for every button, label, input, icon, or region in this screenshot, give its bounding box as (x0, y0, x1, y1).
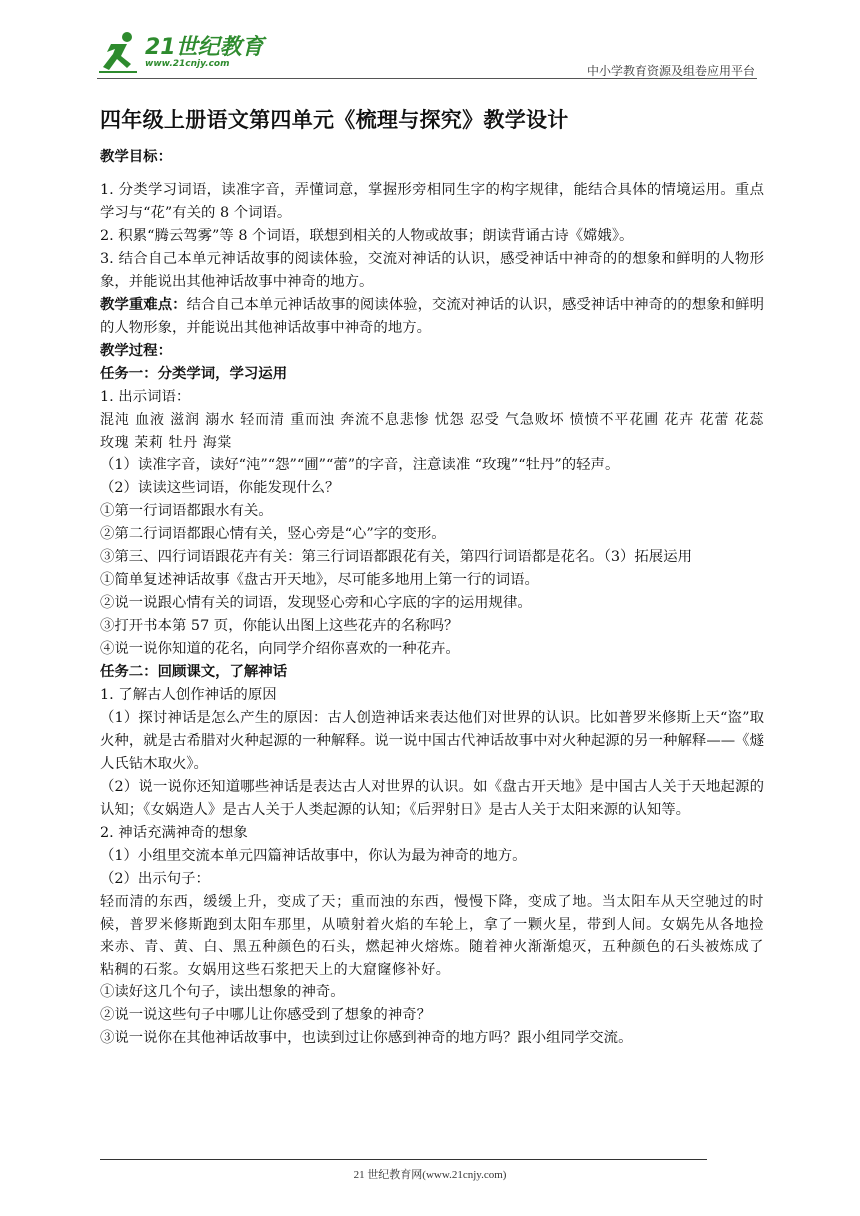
header-divider (97, 78, 757, 79)
goals-heading: 教学目标： (100, 149, 172, 165)
key-points-text: 结合自己本单元神话故事的阅读体验，交流对神话的认识，感受神话中神奇的的想象和鲜明的人物形象，并能说出其他神话故事中神奇的地方。 (100, 297, 764, 336)
page-footer[interactable]: 21 世纪教育网(www.21cnjy.com) (353, 1169, 507, 1181)
document-body (100, 104, 764, 1050)
logo-url: www.21cnjy.com (145, 59, 230, 69)
spacer (100, 169, 764, 179)
key-points (100, 294, 764, 340)
runner-icon (97, 30, 143, 76)
platform-name: 中小学教育资源及组卷应用平台 (586, 64, 755, 78)
task-line: （1）小组里交流本单元四篇神话故事中，你认为最为神奇的地方。 (100, 848, 527, 864)
task-heading: 任务二：回顾课文，了解神话 (100, 664, 288, 680)
task-line: （1）探讨神话是怎么产生的原因：古人创造神话来表达他们对世界的认识。比如普罗米修斯上天“盗”取火种，就是古希腊对火种起源的一种解释。说一说中国古代神话故事中对火种起源的另一种解释——《燧人氏钻木取火》。 (100, 710, 764, 772)
footer-divider (100, 1159, 707, 1160)
site-logo[interactable] (97, 28, 267, 76)
logo-text: 21世纪教育 (145, 35, 264, 60)
word-list: 混沌 血液 滋润 溺水 轻而清 重而浊 奔流不息悲惨 忧怨 忍受 气急败坏 愤愤不平花圃 花卉 花蕾 花蕊玫瑰 茉莉 牡丹 海棠 (100, 412, 764, 451)
page-header (97, 28, 757, 78)
task-line: ②说一说跟心情有关的词语，发现竖心旁和心字底的字的运用规律。 (100, 595, 532, 611)
task-line: ①读好这几个句子，读出想象的神奇。 (100, 984, 345, 1000)
task-line: ③打开书本第 57 页，你能认出图上这些花卉的名称吗？ (100, 618, 459, 634)
task-line: ③说一说你在其他神话故事中，也读到过让你感到神奇的地方吗？跟小组同学交流。 (100, 1030, 633, 1046)
task-line: 1. 出示词语： (100, 389, 191, 405)
task-line: ①简单复述神话故事《盘古开天地》，尽可能多地用上第一行的词语。 (100, 572, 539, 588)
document-title: 四年级上册语文第四单元《梳理与探究》教学设计 (100, 108, 569, 132)
task-line: ④说一说你知道的花名，向同学介绍你喜欢的一种花卉。 (100, 641, 460, 657)
goal-item: 2. 积累“腾云驾雾”等 8 个词语，联想到相关的人物或故事；朗读背诵古诗《嫦娥》。 (100, 228, 634, 244)
task-line: （2）出示句子： (100, 871, 210, 887)
task-line: （2）说一说你还知道哪些神话是表达古人对世界的认识。如《盘古开天地》是中国古人关于天地起源的认知；《女娲造人》是古人关于人类起源的认知；《后羿射日》是古人关于太阳来源的认知等。 (100, 779, 764, 818)
task-line: ①第一行词语都跟水有关。 (100, 503, 273, 519)
key-points-label: 教学重难点： (100, 297, 187, 313)
task-line: （1）读准字音，读好“沌”“怨”“圃”“蕾”的字音，注意读准 “玫瑰”“牡丹”的轻声。 (100, 457, 620, 473)
process-heading: 教学过程： (100, 343, 172, 359)
goal-item: 3. 结合自己本单元神话故事的阅读体验，交流对神话的认识，感受神话中神奇的的想象和鲜明的人物形象，并能说出其他神话故事中神奇的地方。 (100, 251, 764, 290)
task-line: ②第二行词语都跟心情有关，竖心旁是“心”字的变形。 (100, 526, 446, 542)
task-line: ③第三、四行词语跟花卉有关：第三行词语都跟花有关，第四行词语都是花名。（3）拓展运用 (100, 549, 692, 565)
task-line: 1. 了解古人创作神话的原因 (100, 687, 277, 703)
task-line: ②说一说这些句子中哪儿让你感受到了想象的神奇？ (100, 1007, 431, 1023)
task-line: 2. 神话充满神奇的想象 (100, 825, 248, 841)
quoted-passage: 轻而清的东西，缓缓上升，变成了天；重而浊的东西，慢慢下降，变成了地。当太阳车从天空驰过的时候，普罗米修斯跑到太阳车那里，从喷射着火焰的车轮上，拿了一颗火星，带到人间。女娲先从各地捡来赤、青、黄、白、黑五种颜色的石头，燃起神火熔炼。随着神火渐渐熄灭，五种颜色的石头被炼成了粘稠的石浆。女娲用这些石浆把天上的大窟窿修补好。 (100, 894, 764, 978)
task-line: （2）读读这些词语，你能发现什么？ (100, 480, 340, 496)
task-heading: 任务一：分类学词，学习运用 (100, 366, 288, 382)
goal-item: 1. 分类学习词语，读准字音，弄懂词意，掌握形旁相同生字的构字规律，能结合具体的情境运用。重点学习与“花”有关的 8 个词语。 (100, 182, 764, 221)
